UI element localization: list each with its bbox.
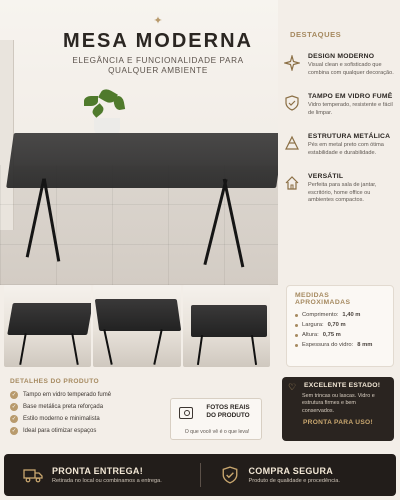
detail-text: Base metálica preta reforçada <box>23 404 104 410</box>
detail-item <box>10 427 160 435</box>
measure-row <box>295 342 385 348</box>
highlight-title: VERSÁTIL <box>308 173 344 181</box>
heart-icon: ♡ <box>288 382 297 392</box>
real-photos-title <box>199 404 257 419</box>
highlight-title: ESTRUTURA METÁLICA <box>308 133 391 141</box>
thumbnail-photo[interactable] <box>183 285 270 367</box>
condition-cta: PRONTA PARA USO! <box>302 418 373 426</box>
thumbnail-photo[interactable] <box>93 285 180 367</box>
highlight-item <box>282 93 396 117</box>
thumb-leg <box>104 329 113 365</box>
detail-item <box>10 391 160 399</box>
diamond-sparkle-icon: ✦ <box>153 15 163 27</box>
highlights-heading: DESTAQUES <box>290 30 342 39</box>
detail-text: Tampo em vidro temperado fumê <box>23 392 112 398</box>
subtitle-line-2: QUALQUER AMBIENTE <box>108 66 208 76</box>
thumbnail-gallery <box>4 285 270 367</box>
footer-bar <box>4 454 396 496</box>
highlight-item <box>282 173 396 205</box>
highlights-panel <box>282 30 396 276</box>
plant-leaf <box>84 96 98 106</box>
truck-icon <box>22 464 44 486</box>
shield-check-icon <box>282 93 302 113</box>
thumb-tabletop <box>191 305 267 337</box>
condition-box <box>282 377 394 441</box>
thumb-leg <box>71 333 79 365</box>
bullet-icon <box>295 314 298 317</box>
thumb-leg <box>19 333 27 365</box>
details-heading: DETALHES DO PRODUTO <box>10 378 100 385</box>
measure-row <box>295 322 385 328</box>
real-photos-title-line2: DO PRODUTO <box>206 411 250 419</box>
sparkle-icon <box>282 53 302 73</box>
bullet-icon <box>295 344 298 347</box>
measure-row <box>295 332 385 338</box>
real-photos-badge <box>170 398 262 440</box>
subtitle-line-1: ELEGÂNCIA E FUNCIONALIDADE PARA <box>72 56 244 65</box>
page-subtitle <box>58 56 258 77</box>
highlight-desc: Vidro temperado, resistente e fácil de limpar. <box>308 102 393 116</box>
highlight-desc: Pés em metal preto com ótima estabilidade e durabilidade. <box>308 142 384 156</box>
detail-text: Estilo moderno e minimalista <box>23 416 100 422</box>
delivery-title: PRONTA ENTREGA! <box>52 466 143 476</box>
secure-title: COMPRA SEGURA <box>248 466 334 476</box>
measure-value: 0,75 m <box>322 332 341 338</box>
delivery-block <box>4 464 200 486</box>
highlight-title: DESIGN MODERNO <box>308 53 375 60</box>
thumb-leg <box>154 329 163 365</box>
measure-label: Comprimento: <box>302 312 339 318</box>
highlight-title: TAMPO EM VIDRO FUMÊ <box>308 93 393 101</box>
glass-tabletop <box>6 133 278 188</box>
secure-desc: Produto de qualidade e procedência. <box>248 478 340 484</box>
real-photos-subtitle: O que você vê é o que leva! <box>184 429 250 435</box>
detail-item <box>10 415 160 423</box>
measure-label: Altura: <box>302 332 319 338</box>
camera-icon <box>179 407 193 419</box>
condition-desc: Sem trincas ou lascas. Vidro e estrutura firmes e bem conservados. <box>302 393 375 414</box>
measure-value: 8 mm <box>357 342 373 348</box>
metal-frame-icon <box>282 133 302 153</box>
product-details <box>10 378 160 439</box>
measures-heading: MEDIDAS APROXIMADAS <box>295 292 351 306</box>
thumb-leg <box>251 335 257 365</box>
check-icon: ✓ <box>11 416 17 422</box>
bullet-icon <box>295 334 298 337</box>
title-area <box>58 14 258 77</box>
check-icon: ✓ <box>11 404 17 410</box>
condition-title: EXCELENTE ESTADO! <box>304 382 381 389</box>
check-icon: ✓ <box>11 392 17 398</box>
plant-leaf <box>113 95 125 111</box>
highlight-desc: Visual clean e sofisticado que combina com qualquer decoração. <box>308 62 394 76</box>
measure-value: 1,40 m <box>342 312 361 318</box>
bullet-icon <box>295 324 298 327</box>
measure-value: 0,70 m <box>327 322 346 328</box>
thumb-tabletop <box>95 299 181 331</box>
page-title: MESA MODERNA <box>63 30 253 52</box>
thumbnail-photo[interactable] <box>4 285 91 367</box>
detail-item <box>10 403 160 411</box>
check-icon: ✓ <box>11 428 17 434</box>
secure-block <box>201 464 397 486</box>
delivery-desc: Retirada no local ou combinamos a entrega. <box>52 478 162 484</box>
measure-row <box>295 312 385 318</box>
shield-check-icon <box>219 464 241 486</box>
thumb-leg <box>197 335 203 365</box>
highlight-item <box>282 53 396 77</box>
measures-box <box>286 285 394 367</box>
detail-text: Ideal para otimizar espaços <box>23 428 97 434</box>
measure-label: Largura: <box>302 322 324 328</box>
measure-label: Espessura do vidro: <box>302 342 354 348</box>
thumb-tabletop <box>7 303 91 335</box>
highlight-desc: Perfeita para sala de jantar, escritório, home office ou ambientes compactos. <box>308 182 377 204</box>
real-photos-title-line1: FOTOS REAIS <box>206 404 250 411</box>
house-icon <box>282 173 302 193</box>
highlight-item <box>282 133 396 157</box>
